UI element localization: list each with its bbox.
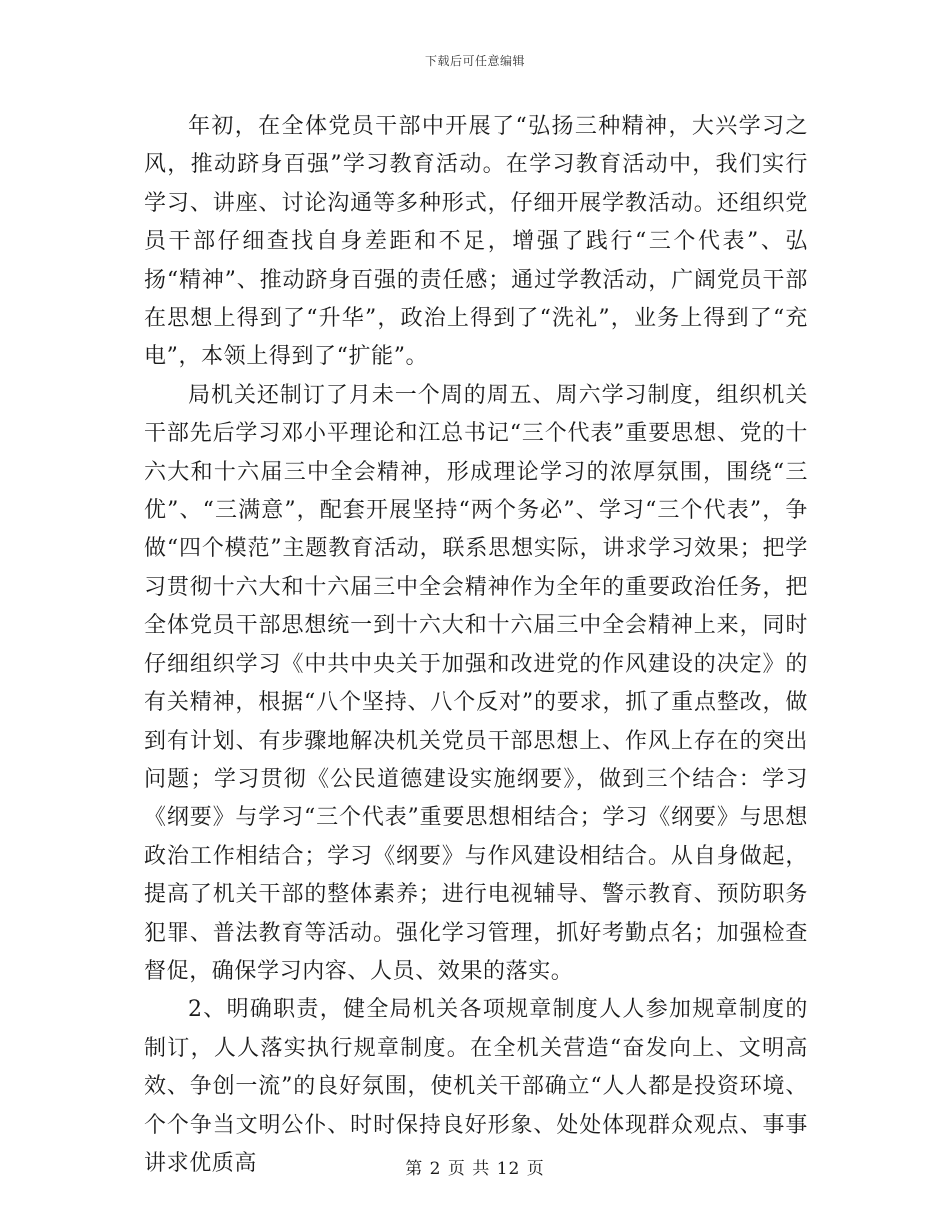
paragraph-responsibilities: 2、明确职责，健全局机关各项规章制度人人参加规章制度的制订，人人落实执行规章制度。在全机关营造“奋发向上、文明高效、争创一流”的良好氛围，使机关干部确立“人人都是投资环境、个个争当文明公仆、时时保持良好形象、处处体现群众观点、事事讲求优质高	[144, 997, 808, 1176]
paragraph-study-system: 局机关还制订了月未一个周的周五、周六学习制度，组织机关干部先后学习邓小平理论和江总书记“三个代表”重要思想、党的十六大和十六届三中全会精神，形成理论学习的浓厚氛围，围绕“三优”、“三满意”，配套开展坚持“两个务必”、学习“三个代表”，争做“四个模范”主题教育活动，联系思想实际，讲求学习效果；把学习贯彻十六大和十六届三中全会精神作为全年的重要政治任务，把全体党员干部思想统一到十六大和十六届三中全会精神上来，同时仔细组织学习《中共中央关于加强和改进党的作风建设的决定》的有关精神，根据“八个坚持、八个反对”的要求，抓了重点整改，做到有计划、有步骤地解决机关党员干部思想上、作风上存在的突出问题；学习贯彻《公民道德建设实施纲要》，做到三个结合：学习《纲要》与学习“三个代表”重要思想相结合；学习《纲要》与思想政治工作相结合；学习《纲要》与作风建设相结合。从自身做起，提高了机关干部的整体素养；进行电视辅导、警示教育、预防职务犯罪、普法教育等活动。强化学习管理，抓好考勤点名；加强检查督促，确保学习内容、人员、效果的落实。	[144, 382, 808, 984]
document-body	[144, 108, 808, 1183]
page-footer: 第 2 页 共 12 页	[405, 1159, 545, 1179]
paragraph-study-activities: 年初，在全体党员干部中开展了“弘扬三种精神，大兴学习之风，推动跻身百强”学习教育活动。在学习教育活动中，我们实行学习、讲座、讨论沟通等多种形式，仔细开展学教活动。还组织党员干部仔细查找自身差距和不足，增强了践行“三个代表”、弘扬“精神”、推动跻身百强的责任感；通过学教活动，广阔党员干部在思想上得到了“升华”，政治上得到了“洗礼”，业务上得到了“充电”，本领上得到了“扩能”。	[144, 114, 808, 370]
page-header: 下载后可任意编辑	[424, 54, 525, 68]
